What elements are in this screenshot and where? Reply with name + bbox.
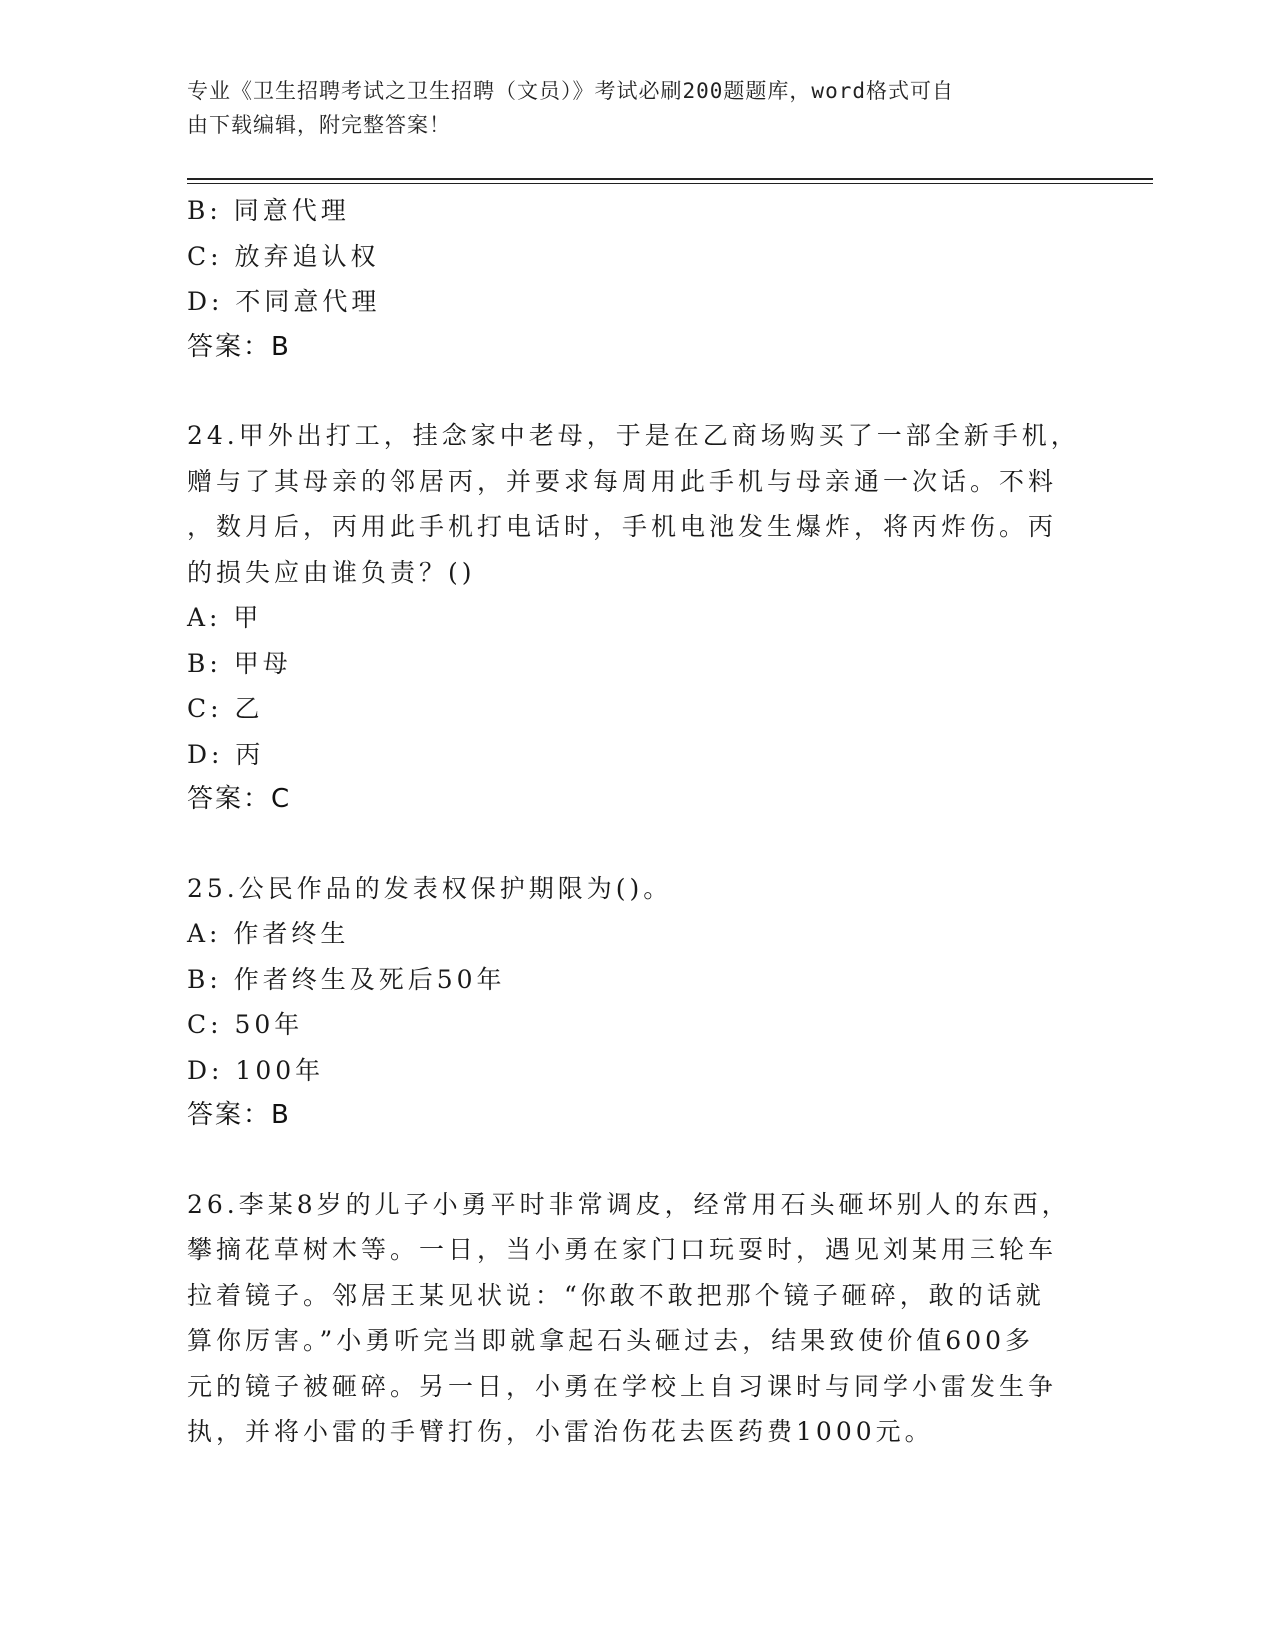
document-header: [187, 74, 1067, 142]
question-stem-line: 赠与了其母亲的邻居丙，并要求每周用此手机与母亲通一次话。不料: [187, 466, 1058, 496]
question-spacer: [187, 370, 1067, 413]
option-a: A: 作者终生: [187, 919, 350, 948]
question-25: [187, 866, 1067, 1139]
option-b: B: 甲母: [187, 648, 292, 678]
question-24: [187, 413, 1080, 823]
header-divider-thick: [187, 178, 1153, 180]
question-stem-line: 25.公民作品的发表权保护期限为()。: [187, 873, 673, 903]
question-stem-line: 26.李某8岁的儿子小勇平时非常调皮，经常用石头砸坏别人的东西，: [187, 1189, 1071, 1219]
question-spacer: [187, 823, 1067, 866]
question-stem-line: 24.甲外出打工，挂念家中老母，于是在乙商场购买了一部全新手机，: [187, 421, 1080, 450]
option-d: D: 100年: [187, 1055, 325, 1085]
answer-line: 答案：B: [187, 331, 291, 362]
header-line-2: 由下载编辑，附完整答案！: [187, 113, 451, 137]
question-stem-line: 拉着镜子。邻居王某见状说：“你敢不敢把那个镜子砸碎，敢的话就: [187, 1280, 1045, 1310]
option-b: B: 同意代理: [187, 196, 350, 225]
option-c: C: 放弃追认权: [187, 241, 380, 271]
question-stem-line: 算你厉害。”小勇听完当即就拿起石头砸过去，结果致使价值600多: [187, 1326, 1035, 1355]
option-d: D: 不同意代理: [187, 287, 381, 316]
question-list: [187, 188, 1080, 1455]
answer-line: 答案：B: [187, 1100, 291, 1130]
option-c: C: 乙: [187, 694, 264, 723]
question-stem-line: ，数月后，丙用此手机打电话时，手机电池发生爆炸，将丙炸伤。丙: [187, 512, 1058, 541]
header-divider-thin: [187, 183, 1153, 184]
option-c: C: 50年: [187, 1010, 304, 1039]
question-stem-line: 攀摘花草树木等。一日，当小勇在家门口玩耍时，遇见刘某用三轮车: [187, 1235, 1058, 1264]
question-stem-line: 的损失应由谁负责？(): [187, 557, 476, 587]
question-spacer: [187, 1139, 1067, 1182]
question-stem-line: 执，并将小雷的手臂打伤，小雷治伤花去医药费1000元。: [187, 1417, 934, 1446]
option-a: A: 甲: [187, 603, 263, 632]
answer-line: 答案：C: [187, 784, 292, 814]
header-line-1: 专业《卫生招聘考试之卫生招聘（文员）》考试必刷200题题库，word格式可自: [187, 79, 954, 103]
option-d: D: 丙: [187, 739, 265, 769]
question-stem-line: 元的镜子被砸碎。另一日，小勇在学校上自习课时与同学小雷发生争: [187, 1371, 1058, 1401]
option-b: B: 作者终生及死后50年: [187, 964, 506, 994]
question-23-tail: [187, 188, 1067, 370]
question-26: [187, 1182, 1071, 1455]
